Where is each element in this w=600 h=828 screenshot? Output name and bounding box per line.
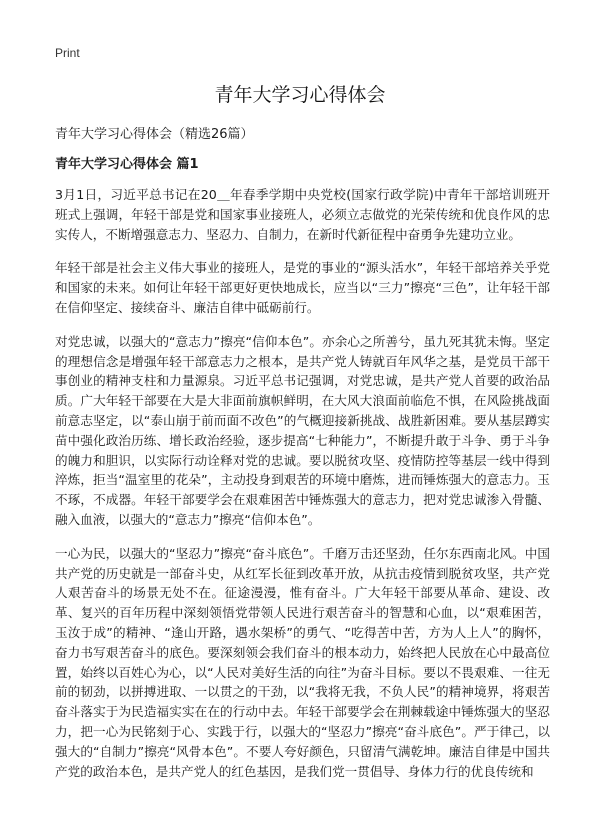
- print-link[interactable]: Print: [55, 46, 80, 60]
- article-body: [55, 185, 550, 795]
- paragraph-4: 一心为民，以强大的“坚忍力”擦亮“奋斗底色”。千磨万击还坚劲，任尔东西南北风。中国共产党的历史就是一部奋斗史，从红军长征到改革开放，从抗击疫情到脱贫攻坚，共产党人艰苦奋斗的场景无处不在。征途漫漫，惟有奋斗。广大年轻干部要从革命、建设、改革、复兴的百年历程中深刻领悟党带领人民进行艰苦奋斗的智慧和心血，以“艰难困苦，玉汝于成”的精神、“逢山开路，遇水架桥”的勇气、“吃得苦中苦，方为人上人”的胸怀，奋力书写艰苦奋斗的底色。要深刻领会我们奋斗的根本动力，始终把人民放在心中最高位置，始终以百姓心为心，以“人民对美好生活的向往”为奋斗目标。要以不畏艰难、一往无前的韧劲，以拼搏进取、一以贯之的干劲，以“我将无我，不负人民”的精神境界，将艰苦奋斗落实于为民造福实实在在的行动中去。年轻干部要学会在荆棘载途中锤炼强大的坚忍力，把一心为民铭刻于心、实践于行，以强大的“坚忍力”擦亮“奋斗底色”。严于律己，以强大的“自制力”擦亮“风骨本色”。不要人夸好颜色，只留清气满乾坤。廉洁自律是中国共产党的政治本色，是共产党人的红色基因，是我们党一贯倡导、身体力行的优良传统和: [55, 545, 550, 779]
- paragraph-2: 年轻干部是社会主义伟大事业的接班人，是党的事业的“源头活水”，年轻干部培养关乎党和国家的未来。如何让年轻干部更好更快地成长，应当以“三力”擦亮“三色”，让年轻干部在信仰坚定、接续奋斗、廉洁自律中砥砺前行。: [55, 260, 550, 315]
- article-subtitle: 青年大学习心得体会（精选26篇）: [55, 127, 254, 142]
- paragraph-3: 对党忠诚，以强大的“意志力”擦亮“信仰本色”。亦余心之所善兮，虽九死其犹未悔。坚定的理想信念是增强年轻干部意志力之根本，是共产党人铸就百年风华之基，是党员干部干事创业的精神支柱和力量源泉。习近平总书记强调，对党忠诚，是共产党人首要的政治品质。广大年轻干部要在大是大非面前旗帜鲜明，在大风大浪面前临危不惧，在风险挑战面前意志坚定，以“泰山崩于前而面不改色”的气概迎接新挑战、战胜新困难。要从基层蹲实苗中强化政治历练、增长政治经验，逐步提高“七种能力”，不断提升敢于斗争、勇于斗争的魄力和胆识，以实际行动诠释对党的忠诚。要以脱贫攻坚、疫情防控等基层一线中得到淬炼，拒当“温室里的花朵”，主动投身到艰苦的环境中磨炼，进而锤炼强大的意志力。玉不琢，不成器。年轻干部要学会在艰难困苦中锤炼强大的意志力，把对党忠诚渗入骨髓、融入血液，以强大的“意志力”擦亮“信仰本色”。: [55, 333, 550, 527]
- page-title: 青年大学习心得体会: [214, 84, 386, 106]
- section-heading: 青年大学习心得体会 篇1: [55, 157, 199, 172]
- paragraph-1: 3月1日，习近平总书记在20＿年春季学期中央党校(国家行政学院)中青年干部培训班开班式上强调，年轻干部是党和国家事业接班人，必须立志做党的光荣传统和优良作风的忠实传人，不断增强意志力、坚忍力、自制力，在新时代新征程中奋勇争先建功立业。: [55, 187, 550, 242]
